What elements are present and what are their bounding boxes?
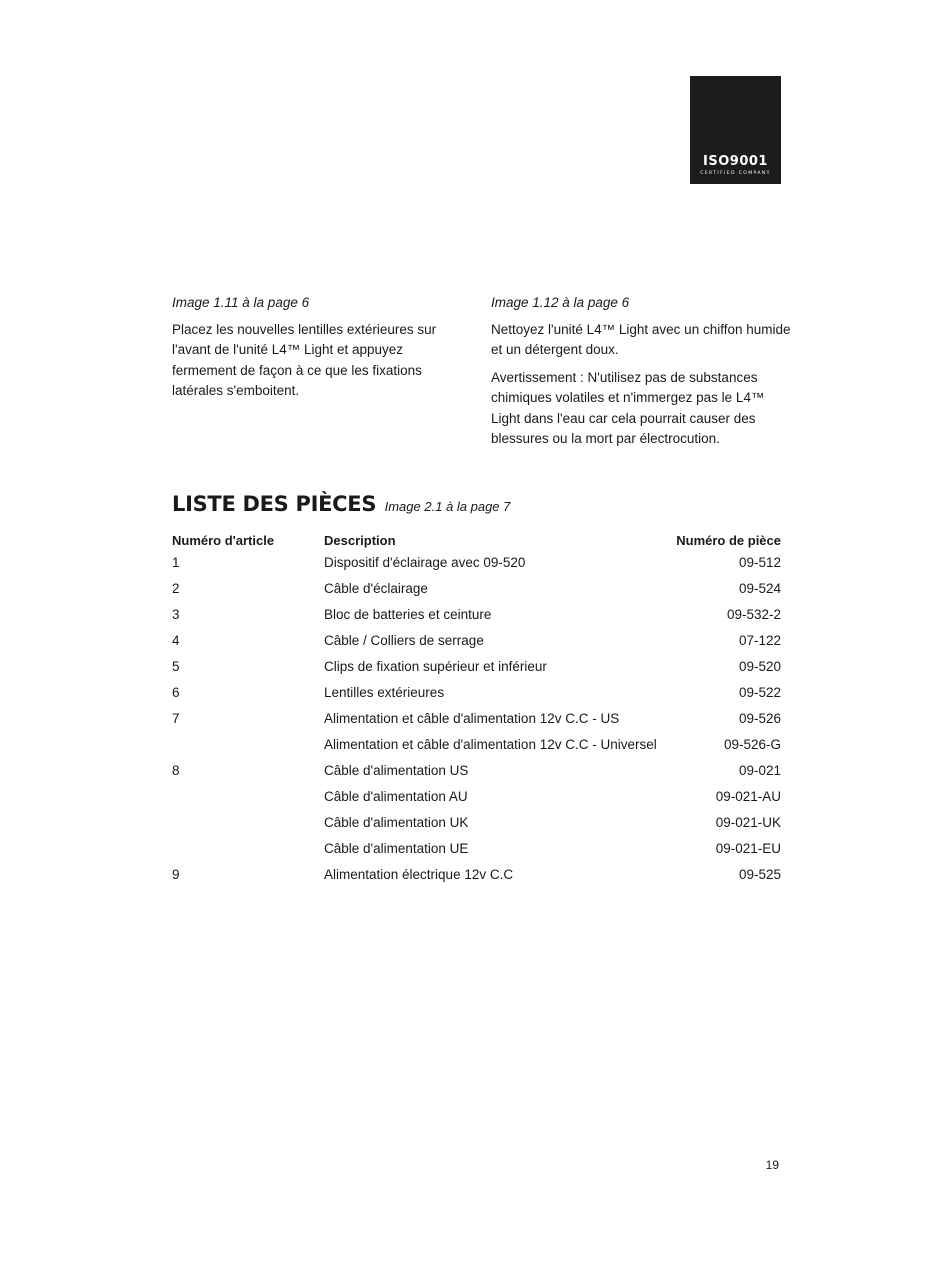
item-description: Bloc de batteries et ceinture — [324, 607, 492, 622]
item-number: 4 — [172, 633, 180, 648]
parts-list-image-reference: Image 2.1 à la page 7 — [384, 499, 511, 514]
warning-paragraph: Avertissement : N'utilisez pas de substances chimiques volatiles et n'immergez pas le L4™ Light dans l'eau car cela pourrait causer des blessures ou la mort par électrocution. — [491, 369, 765, 446]
item-part-number: 09-021-UK — [715, 815, 781, 830]
item-number: 9 — [172, 867, 180, 882]
parts-table-header — [172, 533, 781, 555]
table-row — [172, 867, 781, 893]
table-row — [172, 633, 781, 659]
right-instruction-column — [491, 293, 791, 457]
item-description: Alimentation et câble d'alimentation 12v C.C - US — [324, 711, 620, 726]
parts-table — [172, 533, 781, 893]
header-part-number: Numéro de pièce — [676, 533, 781, 548]
item-number: 6 — [172, 685, 180, 700]
item-part-number: 09-526-G — [723, 737, 781, 752]
item-part-number: 09-512 — [738, 555, 781, 570]
item-part-number: 09-021-AU — [715, 789, 781, 804]
item-description: Câble d'alimentation UK — [324, 815, 469, 830]
right-paragraph: Nettoyez l'unité L4™ Light avec un chiffon humide et un détergent doux. — [491, 321, 791, 357]
table-row — [172, 789, 781, 815]
iso-badge-sub-text: CERTIFIED COMPANY — [700, 171, 771, 176]
item-part-number: 09-522 — [738, 685, 781, 700]
item-part-number: 09-520 — [738, 659, 781, 674]
table-row — [172, 841, 781, 867]
table-row — [172, 763, 781, 789]
item-number: 3 — [172, 607, 180, 622]
table-row — [172, 711, 781, 737]
table-row — [172, 555, 781, 581]
item-description: Câble d'alimentation US — [324, 763, 469, 778]
iso-badge-main-text: ISO9001 — [703, 154, 768, 169]
left-paragraph: Placez les nouvelles lentilles extérieures sur l'avant de l'unité L4™ Light et appuyez fermement de façon à ce que les fixations latérales s'emboitent. — [172, 321, 437, 398]
item-part-number: 09-021-EU — [715, 841, 781, 856]
item-part-number: 09-524 — [738, 581, 781, 596]
page-number: 19 — [765, 1158, 779, 1172]
right-image-reference: Image 1.12 à la page 6 — [491, 295, 630, 310]
item-description: Câble d'éclairage — [324, 581, 428, 596]
item-description: Lentilles extérieures — [324, 685, 445, 700]
table-row — [172, 607, 781, 633]
item-description: Alimentation électrique 12v C.C — [324, 867, 514, 882]
header-description: Description — [324, 533, 396, 548]
item-part-number: 09-021 — [738, 763, 781, 778]
header-item-number: Numéro d'article — [172, 533, 275, 548]
iso9001-badge — [690, 76, 781, 184]
item-description: Dispositif d'éclairage avec 09-520 — [324, 555, 526, 570]
left-instruction-column — [172, 293, 462, 409]
item-part-number: 09-525 — [738, 867, 781, 882]
item-description: Câble / Colliers de serrage — [324, 633, 484, 648]
item-description: Câble d'alimentation UE — [324, 841, 469, 856]
table-row — [172, 581, 781, 607]
item-part-number: 09-532-2 — [726, 607, 781, 622]
left-image-reference: Image 1.11 à la page 6 — [172, 295, 310, 310]
parts-list-title: LISTE DES PIÈCES — [172, 492, 377, 516]
item-number: 1 — [172, 555, 180, 570]
table-row — [172, 737, 781, 763]
item-description: Alimentation et câble d'alimentation 12v C.C - Universel — [324, 737, 657, 752]
table-row — [172, 815, 781, 841]
table-row — [172, 685, 781, 711]
item-description: Clips de fixation supérieur et inférieur — [324, 659, 547, 674]
item-part-number: 09-526 — [738, 711, 781, 726]
table-row — [172, 659, 781, 685]
item-number: 8 — [172, 763, 180, 778]
item-part-number: 07-122 — [738, 633, 781, 648]
item-number: 2 — [172, 581, 180, 596]
item-number: 5 — [172, 659, 180, 674]
parts-list-heading — [172, 492, 510, 516]
item-description: Câble d'alimentation AU — [324, 789, 468, 804]
item-number: 7 — [172, 711, 180, 726]
